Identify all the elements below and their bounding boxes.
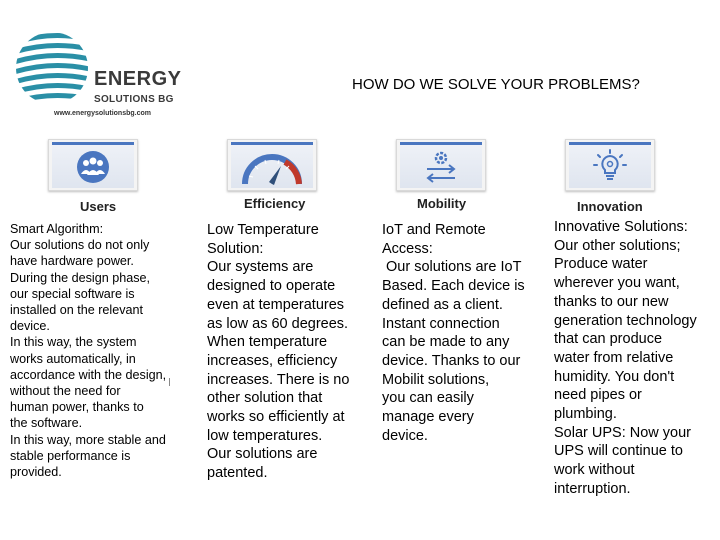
- globe-logo-icon: [14, 28, 104, 108]
- logo-subtitle: SOLUTIONS BG: [94, 94, 174, 105]
- mobility-description: IoT and Remote Access: Our solutions are IoT Based. Each device is defined as a client. Instant connection can be made to any device. Thanks to our Mobilit solutions, you can easily manage every device.: [382, 222, 525, 444]
- users-label: Users: [80, 199, 117, 214]
- mobility-icon-box: [396, 139, 486, 191]
- gauge-icon: [237, 148, 307, 186]
- innovation-icon-box: [565, 139, 655, 191]
- mobility-label: Mobility: [417, 196, 467, 211]
- logo-name: ENERGY: [94, 68, 182, 90]
- logo-url: www.energysolutionsbg.com: [54, 110, 151, 117]
- users-description: Smart Algorithm: Our solutions do not only have hardware power. During the design phase, our special software is installed on the relevant device. In this way, the system works automatically, in accordance with the design, without the need for human power, thanks to the software. In this way, more stable and stable performance is provided.: [10, 222, 167, 480]
- efficiency-icon-box: [227, 139, 317, 191]
- company-logo: [14, 28, 184, 123]
- innovation-label: Innovation: [577, 199, 643, 214]
- lightbulb-icon: [590, 148, 630, 186]
- page-title: HOW DO WE SOLVE YOUR PROBLEMS?: [352, 76, 640, 93]
- users-icon-box: [48, 139, 138, 191]
- gear-arrows-icon: [419, 149, 463, 185]
- efficiency-label: Efficiency: [244, 196, 306, 211]
- efficiency-description: Low Temperature Solution: Our systems are designed to operate even at temperatures as low as 60 degrees. When temperature increases, efficiency increases. There is no other solution that works so efficiently at low temperatures. Our solutions are patented.: [207, 222, 350, 482]
- text-cursor-mark: [169, 378, 170, 386]
- innovation-description: Innovative Solutions: Our other solutions; Produce water wherever you want, thanks to our new generation technology that can produce water from relative humidity. You don't need pipes or plumbing. Solar UPS: Now your UPS will continue to work without interruption.: [554, 219, 697, 497]
- users-icon: [73, 150, 113, 184]
